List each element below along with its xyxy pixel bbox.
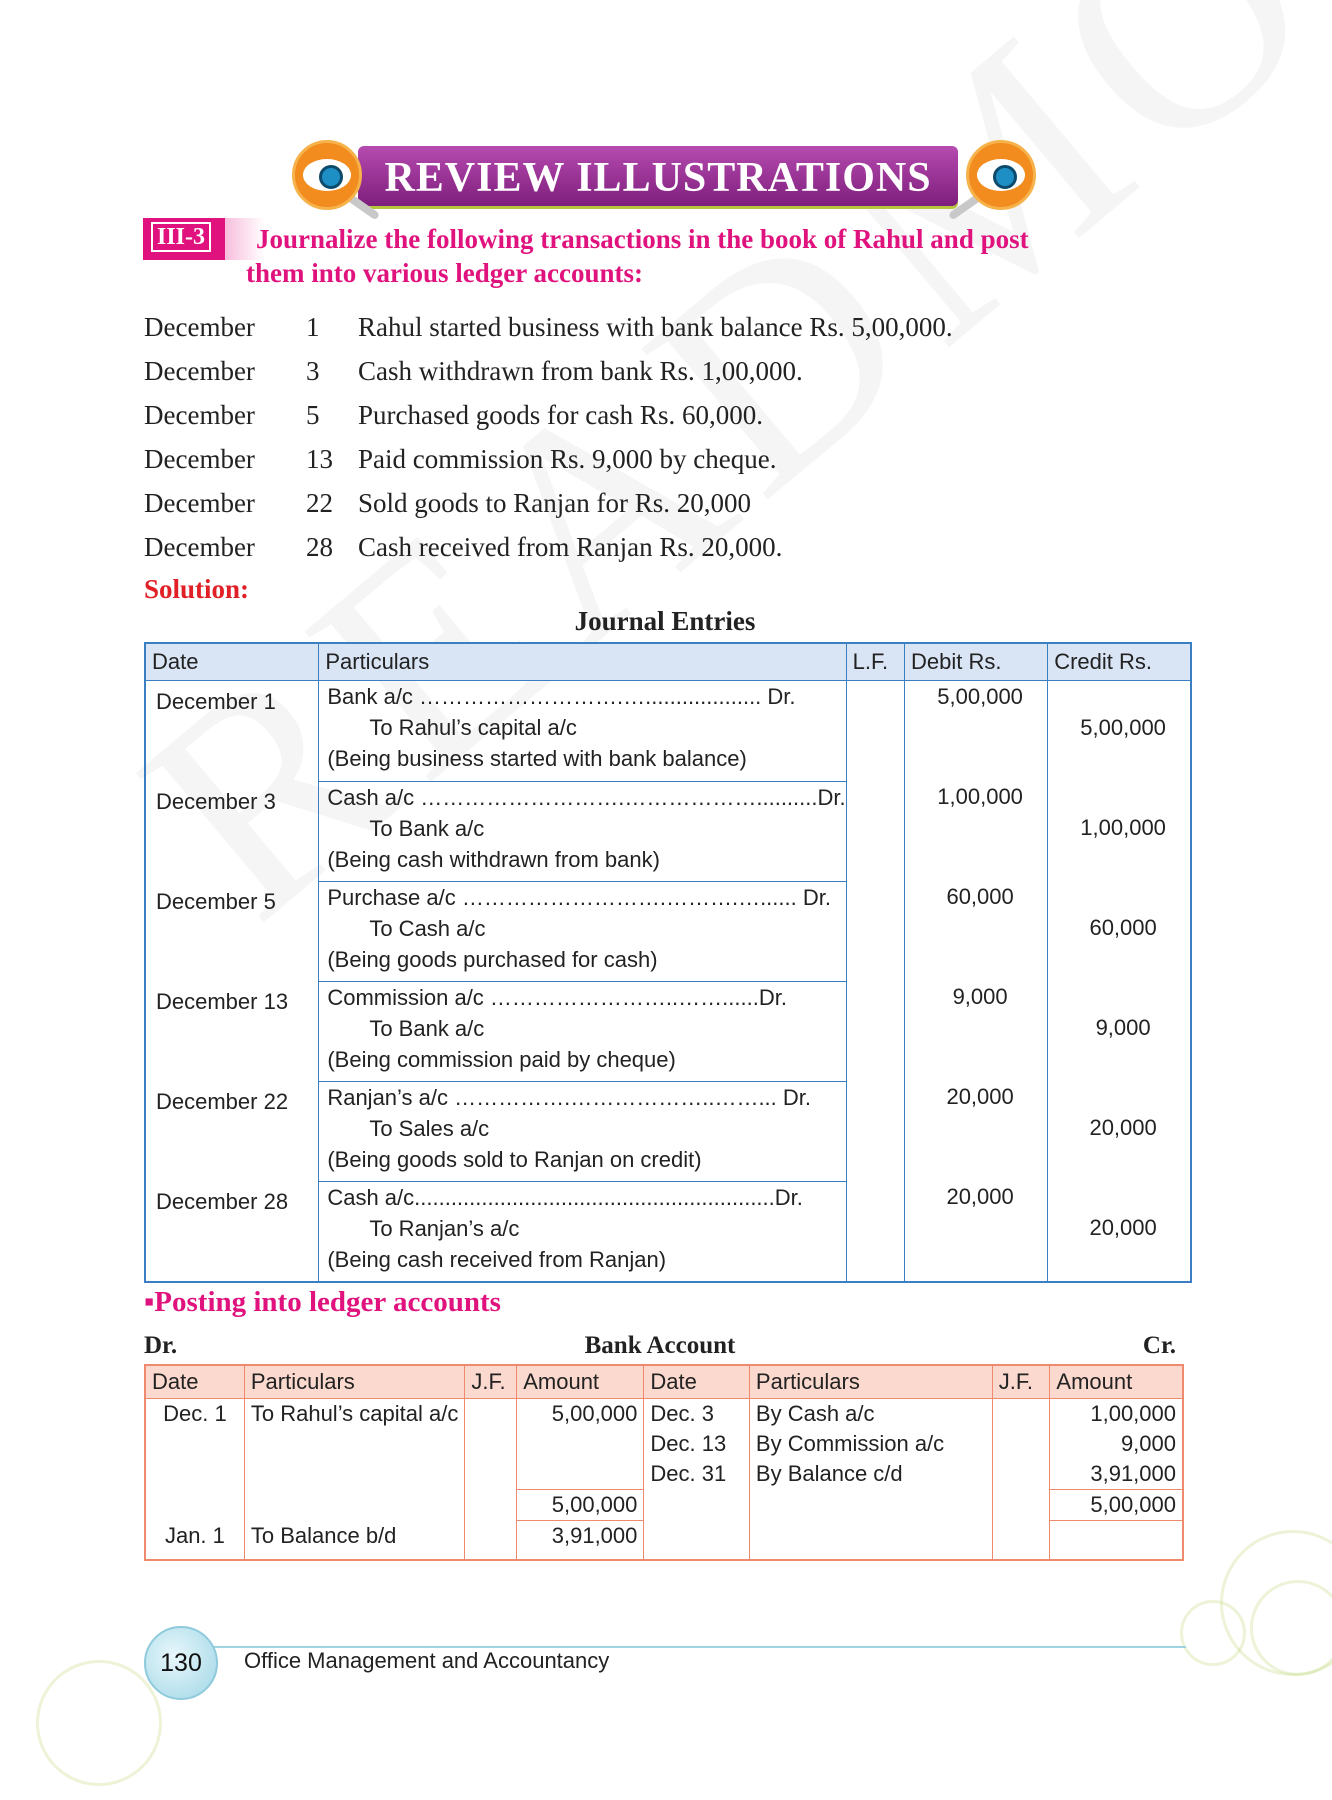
ledger-credit-date: Dec. 3	[644, 1399, 750, 1430]
transaction-text: Cash received from Ranjan Rs. 20,000.	[358, 532, 783, 562]
journal-date: December 28	[145, 1181, 319, 1282]
transaction-item	[144, 444, 776, 475]
journal-particulars	[319, 681, 846, 782]
illustration-question	[246, 222, 1156, 290]
ledger-credit-particulars: By Commission a/c	[749, 1429, 992, 1459]
journal-narration: (Being cash received from Ranjan)	[327, 1246, 667, 1272]
transaction-item	[144, 356, 803, 387]
ledger-opening-amount: 3,91,000	[517, 1521, 644, 1561]
transaction-month: December	[144, 356, 255, 386]
ledger-debit-jf	[465, 1399, 517, 1430]
journal-lf	[846, 1081, 904, 1181]
journal-row	[145, 881, 1191, 981]
ledger-row	[145, 1459, 1183, 1490]
journal-particulars	[319, 981, 846, 1081]
ledger-debit-amount: 5,00,000	[517, 1399, 644, 1430]
journal-debit-cell	[905, 981, 1048, 1081]
journal-credit-account: To Bank a/c	[369, 815, 485, 841]
journal-credit-account: To Rahul’s capital a/c	[369, 715, 577, 740]
journal-debit-account: Commission a/c ……………………..……......Dr.	[327, 984, 787, 1010]
journal-header-debit: Debit Rs.	[905, 643, 1048, 681]
banner-title: REVIEW ILLUSTRATIONS	[384, 155, 932, 201]
journal-credit-amount: 60,000	[1089, 915, 1157, 940]
ledger-total-row	[145, 1490, 1183, 1521]
journal-row	[145, 1181, 1191, 1282]
journal-debit-account: Cash a/c...........................................................Dr.	[327, 1184, 803, 1210]
journal-row	[145, 981, 1191, 1081]
transaction-month: December	[144, 532, 255, 562]
journal-date: December 1	[145, 681, 319, 782]
transaction-text: Sold goods to Ranjan for Rs. 20,000	[358, 488, 752, 518]
ledger-header-particulars: Particulars	[749, 1365, 992, 1399]
transaction-day: 5	[306, 400, 320, 430]
journal-header-lf: L.F.	[846, 643, 904, 681]
journal-credit-cell	[1048, 1181, 1191, 1282]
ledger-dr-label: Dr.	[144, 1332, 178, 1359]
journal-date: December 5	[145, 881, 319, 981]
journal-credit-cell	[1048, 981, 1191, 1081]
book-title: Office Management and Accountancy	[244, 1648, 610, 1673]
transaction-item	[144, 488, 751, 519]
journal-credit-amount: 9,000	[1095, 1015, 1151, 1040]
journal-narration: (Being business started with bank balance)	[327, 746, 747, 771]
journal-debit-amount: 20,000	[946, 1184, 1014, 1209]
journal-credit-amount: 5,00,000	[1080, 715, 1166, 740]
illustration-tag	[143, 218, 225, 260]
transaction-month: December	[144, 400, 255, 430]
transaction-text: Cash withdrawn from bank Rs. 1,00,000.	[358, 356, 803, 386]
journal-header-credit: Credit Rs.	[1048, 643, 1191, 681]
transaction-day: 28	[306, 532, 333, 562]
transaction-day: 3	[306, 356, 320, 386]
journal-credit-account: To Cash a/c	[369, 915, 486, 941]
transaction-month: December	[144, 312, 255, 342]
journal-header-row	[145, 643, 1191, 681]
journal-debit-account: Purchase a/c ……………………….……….…...... Dr.	[327, 884, 831, 910]
journal-narration: (Being goods sold to Ranjan on credit)	[327, 1146, 702, 1172]
journal-credit-cell	[1048, 681, 1191, 782]
journal-lf	[846, 881, 904, 981]
decorative-bubble	[1180, 1600, 1246, 1666]
journal-title: Journal Entries	[574, 606, 756, 636]
bank-ledger-table	[144, 1364, 1184, 1561]
posting-title: ▪Posting into ledger accounts	[144, 1286, 501, 1318]
journal-narration: (Being cash withdrawn from bank)	[327, 846, 660, 872]
ledger-credit-particulars: By Balance c/d	[749, 1459, 992, 1490]
journal-row	[145, 781, 1191, 881]
eye-icon	[966, 140, 1036, 210]
journal-debit-account: Cash a/c ……………………….………………..........Dr.	[327, 784, 846, 810]
journal-debit-account: Ranjan’s a/c …………….………………..……... Dr.	[327, 1084, 812, 1110]
journal-particulars	[319, 1081, 846, 1181]
ledger-row	[145, 1399, 1183, 1430]
illustration-number: III-3	[151, 222, 211, 252]
journal-credit-account: To Sales a/c	[369, 1115, 490, 1141]
journal-credit-account: To Bank a/c	[369, 1015, 485, 1041]
journal-header-date: Date	[145, 643, 319, 681]
ledger-credit-amount: 1,00,000	[1050, 1399, 1183, 1430]
journal-debit-amount: 20,000	[946, 1084, 1014, 1109]
ledger-credit-date: Dec. 13	[644, 1429, 750, 1459]
page-number: 130	[144, 1626, 218, 1700]
ledger-opening-particulars: To Balance b/d	[244, 1521, 465, 1561]
ledger-debit-particulars: To Rahul’s capital a/c	[244, 1399, 465, 1430]
journal-credit-cell	[1048, 1081, 1191, 1181]
journal-debit-cell	[905, 781, 1048, 881]
transaction-month: December	[144, 488, 255, 518]
journal-credit-amount: 20,000	[1089, 1115, 1157, 1140]
transaction-day: 22	[306, 488, 333, 518]
ledger-cr-label: Cr.	[1142, 1332, 1176, 1359]
eye-icon	[292, 140, 362, 210]
ledger-header-jf: J.F.	[465, 1365, 517, 1399]
journal-row	[145, 681, 1191, 782]
journal-narration: (Being goods purchased for cash)	[327, 946, 658, 972]
question-line-2: them into various ledger accounts:	[246, 258, 643, 288]
ledger-header-date: Date	[644, 1365, 750, 1399]
journal-date: December 13	[145, 981, 319, 1081]
banner-ribbon	[358, 146, 958, 206]
ledger-header-jf: J.F.	[992, 1365, 1050, 1399]
ledger-header-amount: Amount	[517, 1365, 644, 1399]
transaction-text: Paid commission Rs. 9,000 by cheque.	[358, 444, 777, 474]
transaction-item	[144, 312, 953, 343]
ledger-header-particulars: Particulars	[244, 1365, 465, 1399]
ledger-header-date: Date	[145, 1365, 244, 1399]
ledger-debit-total: 5,00,000	[517, 1490, 644, 1521]
journal-lf	[846, 781, 904, 881]
ledger-credit-particulars: By Cash a/c	[749, 1399, 992, 1430]
journal-particulars	[319, 1181, 846, 1282]
journal-debit-cell	[905, 1181, 1048, 1282]
journal-debit-cell	[905, 681, 1048, 782]
ledger-debit-date: Dec. 1	[145, 1399, 244, 1430]
journal-debit-amount: 1,00,000	[937, 784, 1023, 809]
ledger-credit-amount: 9,000	[1050, 1429, 1183, 1459]
transaction-day: 1	[306, 312, 320, 342]
transaction-day: 13	[306, 444, 333, 474]
ledger-header-row	[145, 1365, 1183, 1399]
ledger-credit-date: Dec. 31	[644, 1459, 750, 1490]
journal-debit-account: Bank a/c ……………………….…................... Dr.	[327, 684, 796, 709]
journal-particulars	[319, 781, 846, 881]
journal-lf	[846, 1181, 904, 1282]
journal-credit-account: To Ranjan’s a/c	[369, 1215, 520, 1241]
transaction-text: Purchased goods for cash Rs. 60,000.	[358, 400, 763, 430]
journal-debit-cell	[905, 881, 1048, 981]
journal-debit-cell	[905, 1081, 1048, 1181]
journal-debit-amount: 60,000	[946, 884, 1014, 909]
solution-label: Solution:	[144, 574, 250, 604]
journal-credit-amount: 1,00,000	[1080, 815, 1166, 840]
ledger-opening-row	[145, 1521, 1183, 1561]
transaction-month: December	[144, 444, 255, 474]
transaction-text: Rahul started business with bank balance Rs. 5,00,000.	[358, 312, 953, 342]
ledger-account-name: Bank Account	[584, 1332, 736, 1359]
journal-debit-amount: 9,000	[952, 984, 1008, 1009]
ledger-credit-total: 5,00,000	[1050, 1490, 1183, 1521]
ledger-row	[145, 1429, 1183, 1459]
journal-header-particulars: Particulars	[319, 643, 846, 681]
journal-date: December 3	[145, 781, 319, 881]
journal-narration: (Being commission paid by cheque)	[327, 1046, 676, 1072]
journal-lf	[846, 981, 904, 1081]
journal-credit-cell	[1048, 881, 1191, 981]
question-line-1: Journalize the following transactions in the book of Rahul and post	[256, 224, 1029, 254]
transaction-item	[144, 400, 763, 431]
journal-credit-cell	[1048, 781, 1191, 881]
ledger-opening-date: Jan. 1	[145, 1521, 244, 1561]
journal-lf	[846, 681, 904, 782]
transaction-item	[144, 532, 782, 563]
journal-table	[144, 642, 1192, 1283]
journal-particulars	[319, 881, 846, 981]
journal-debit-amount: 5,00,000	[937, 684, 1023, 709]
journal-row	[145, 1081, 1191, 1181]
decorative-bubble	[36, 1660, 162, 1786]
review-banner	[288, 138, 1040, 218]
ledger-header-amount: Amount	[1050, 1365, 1183, 1399]
ledger-credit-jf	[992, 1399, 1050, 1430]
journal-date: December 22	[145, 1081, 319, 1181]
journal-credit-amount: 20,000	[1089, 1215, 1157, 1240]
ledger-credit-amount: 3,91,000	[1050, 1459, 1183, 1490]
